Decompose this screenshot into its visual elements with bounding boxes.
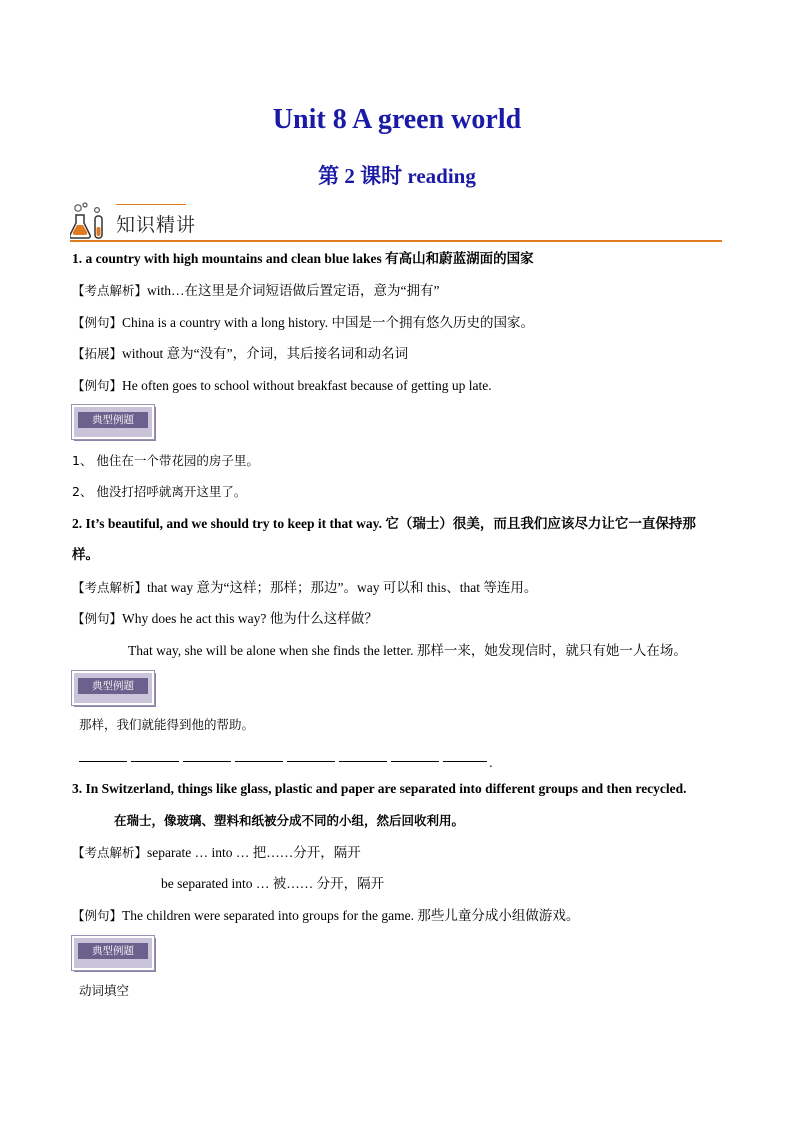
answer-blanks-period: .: [489, 756, 493, 770]
item1-analysis: 【考点解析】with…在这里是介词短语做后置定语，意为“拥有”: [72, 283, 440, 298]
item3-analysis: 【考点解析】separate … into … 把……分开，隔开: [72, 845, 361, 860]
section-header-label: 知识精讲: [116, 214, 197, 236]
item3-translation: 在瑞士，像玻璃、塑料和纸被分成不同的小组，然后回收利用。: [114, 813, 465, 828]
item3-heading: 3. In Switzerland, things like glass, plastic and paper are separated into different groups and then recycled.: [72, 781, 687, 796]
item3-exercise: 动词填空: [79, 983, 130, 998]
typical-example-badge: 典型例题: [72, 671, 154, 705]
typical-example-badge: 典型例题: [72, 936, 154, 970]
example-tag: 【例句】: [72, 378, 123, 393]
extend-tag: 【拓展】: [72, 346, 123, 361]
analysis-tag: 【考点解析】: [72, 283, 148, 298]
item2-example: 【例句】Why does he act this way? 他为什么这样做？: [72, 611, 378, 626]
item3-example: 【例句】The children were separated into groups for the game. 那些儿童分成小组做游戏。: [72, 908, 580, 923]
item1-question-2: 2、 他没打招呼就离开这里了。: [72, 484, 247, 499]
item1-example2: 【例句】He often goes to school without breakfast because of getting up late.: [72, 378, 492, 393]
item1-question-1: 1、 他住在一个带花园的房子里。: [72, 453, 259, 468]
item3-analysis-b: be separated into … 被…… 分开，隔开: [161, 876, 385, 891]
typical-example-badge: 典型例题: [72, 405, 154, 439]
page-subtitle: 第 2 课时 reading: [318, 164, 476, 188]
science-flask-icon: [70, 202, 110, 240]
page-title: Unit 8 A green world: [272, 104, 522, 135]
example-tag: 【例句】: [72, 908, 123, 923]
item1-extend: 【拓展】without 意为“没有”，介词，其后接名词和动名词: [72, 346, 409, 361]
section-header: [70, 200, 722, 242]
analysis-tag: 【考点解析】: [72, 845, 148, 860]
item2-analysis: 【考点解析】that way 意为“这样；那样；那边”。way 可以和 this、that 等连用。: [72, 580, 538, 595]
item2-heading-cont: 样。: [72, 547, 99, 562]
example-tag: 【例句】: [72, 611, 123, 626]
example-tag: 【例句】: [72, 315, 123, 330]
item2-heading: 2. It’s beautiful, and we should try to keep it that way. 它（瑞士）很美，而且我们应该尽力让它一直保持那: [72, 516, 696, 531]
item2-example-b: That way, she will be alone when she finds the letter. 那样一来，她发现信时，就只有她一人在场。: [128, 643, 687, 658]
section-header-topline: [116, 204, 186, 205]
item2-exercise: 那样，我们就能得到他的帮助。: [79, 717, 255, 732]
item1-heading: 1. a country with high mountains and clean blue lakes 有高山和蔚蓝湖面的国家: [72, 251, 534, 266]
answer-blanks[interactable]: [79, 751, 493, 770]
item1-example: 【例句】China is a country with a long history. 中国是一个拥有悠久历史的国家。: [72, 315, 534, 330]
section-divider: [70, 240, 722, 242]
analysis-tag: 【考点解析】: [72, 580, 148, 595]
